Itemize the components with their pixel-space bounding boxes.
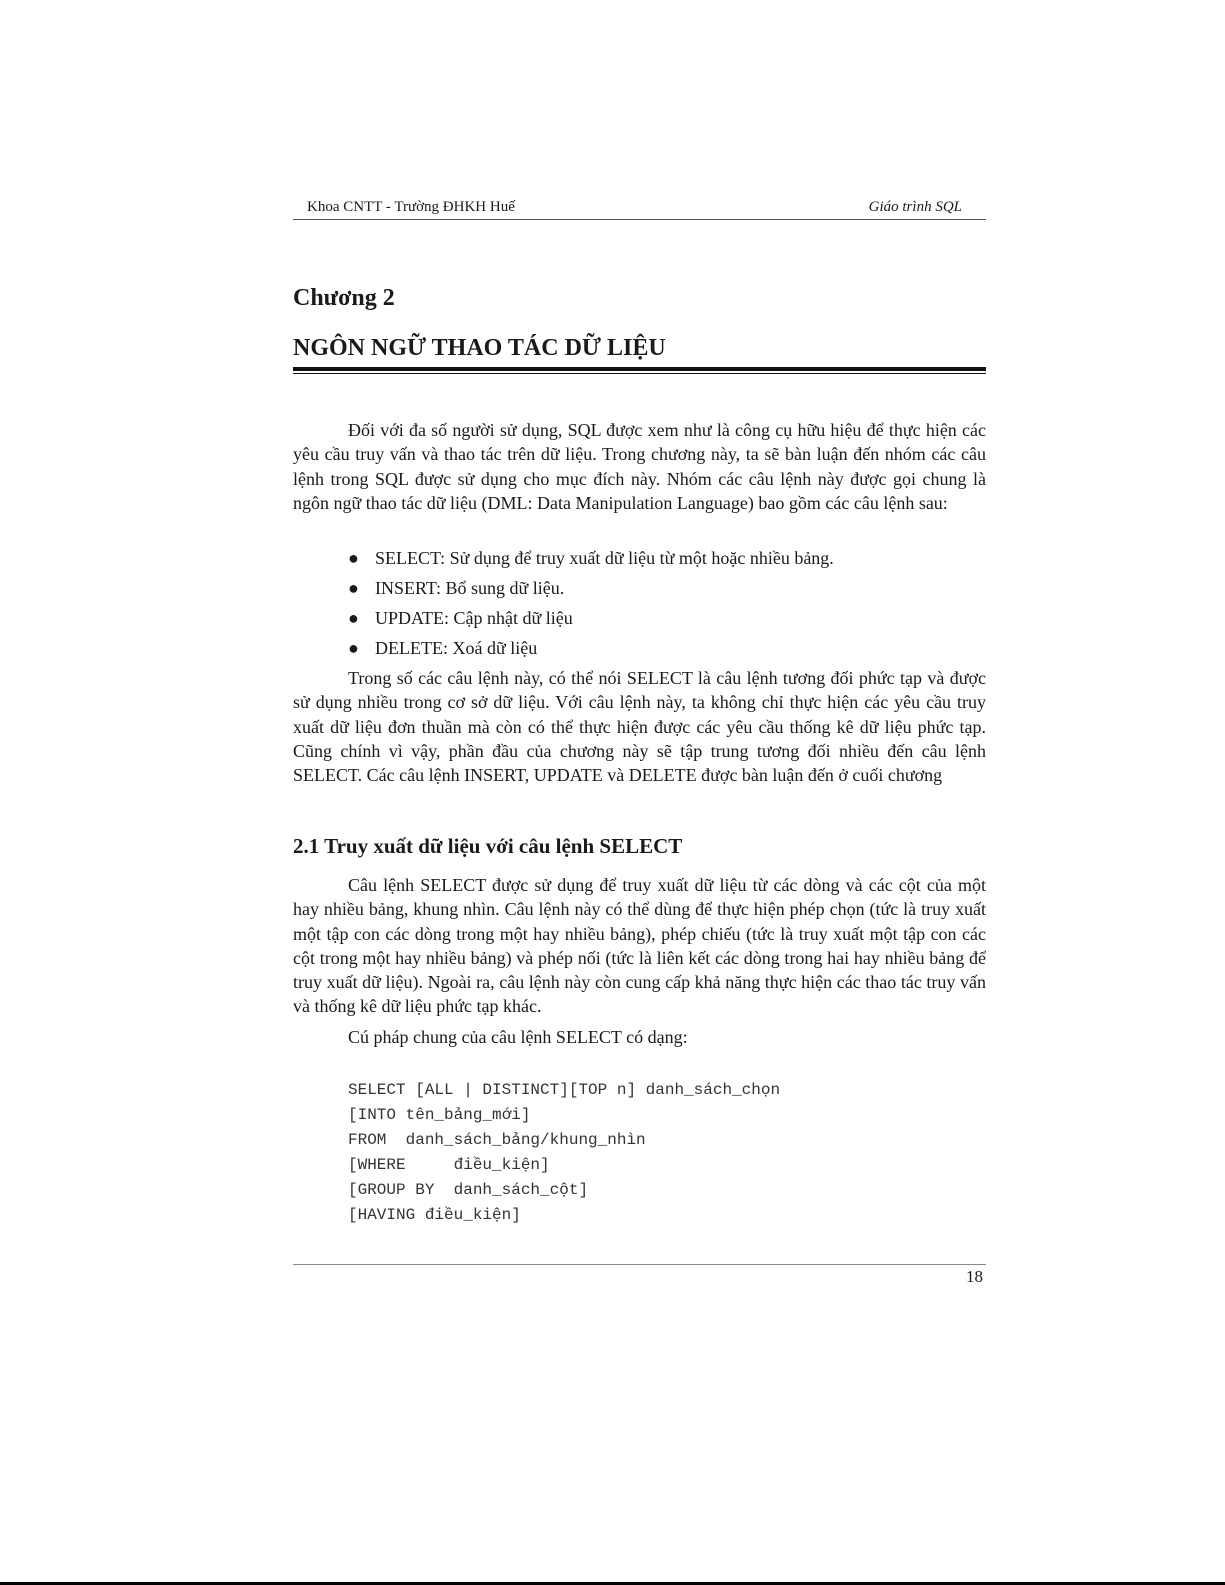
footer-rule [293,1264,986,1265]
intro-paragraph: Đối với đa số người sử dụng, SQL được xem như là công cụ hữu hiệu để thực hiện các yêu cầu truy vấn và thao tác trên dữ liệu. Trong chương này, ta sẽ bàn luận đến nhóm các câu lệnh trong SQL được sử dụng cho mục đích này. Nhóm các câu lệnh này được gọi chung là ngôn ngữ thao tác dữ liệu (DML: Data Manipulation Language) bao gồm các câu lệnh sau: [293,420,986,513]
bullet-icon: ● [348,608,359,628]
page-header [293,199,986,220]
section-title: 2.1 Truy xuất dữ liệu với câu lệnh SELECT [293,834,683,858]
list-item: ● UPDATE: Cập nhật dữ liệu [348,608,573,628]
paragraph-select-description: Câu lệnh SELECT được sử dụng để truy xuất dữ liệu từ các dòng và các cột của một hay nhiều bảng, khung nhìn. Câu lệnh này có thể dùng để thực hiện phép chọn (tức là truy xuất một tập con các dòng trong một hay nhiều bảng), phép chiếu (tức là truy xuất một tập con các cột trong một hay nhiều bảng) và phép nối (tức là liên kết các dòng trong hai hay nhiều bảng để truy xuất dữ liệu). Ngoài ra, câu lệnh này còn cung cấp khả năng thực hiện các thao tác truy vấn và thống kê dữ liệu phức tạp khác. [293,875,986,1017]
paragraph-syntax-intro: Cú pháp chung của câu lệnh SELECT có dạng: [348,1027,688,1047]
bullet-icon: ● [348,638,359,658]
chapter-title: NGÔN NGỮ THAO TÁC DỮ LIỆU [293,335,666,361]
list-item: ● SELECT: Sử dụng để truy xuất dữ liệu từ một hoặc nhiều bảng. [348,548,834,568]
header-right: Giáo trình SQL [868,199,962,215]
bullet-icon: ● [348,548,359,568]
list-item: ● INSERT: Bổ sung dữ liệu. [348,578,565,598]
sql-syntax-code: SELECT [ALL | DISTINCT][TOP n] danh_sách_chọn [INTO tên_bảng_mới] FROM danh_sách_bảng/khung_nhìn [WHERE điều_kiện] [GROUP BY danh_sách_cột] [HAVING điều_kiện] [348,1081,781,1224]
header-left: Khoa CNTT - Trường ĐHKH Huế [307,199,515,215]
chapter-number: Chương 2 [293,285,395,311]
bullet-icon: ● [348,578,359,598]
list-item: ● DELETE: Xoá dữ liệu [348,638,538,658]
chapter-rule-thick [293,367,986,371]
dml-statement-list [348,546,968,666]
paragraph-select-overview: Trong số các câu lệnh này, có thể nói SELECT là câu lệnh tương đối phức tạp và được sử dụng nhiều trong cơ sở dữ liệu. Với câu lệnh này, ta không chỉ thực hiện các yêu cầu truy xuất dữ liệu đơn thuần mà còn có thể thực hiện được các yêu cầu thống kê dữ liệu phức tạp. Cũng chính vì vậy, phần đầu của chương này sẽ tập trung tương đối nhiều đến câu lệnh SELECT. Các câu lệnh INSERT, UPDATE và DELETE được bàn luận đến ở cuối chương [293,668,986,786]
page-number: 18 [966,1267,983,1286]
chapter-rule-thin [293,373,986,374]
